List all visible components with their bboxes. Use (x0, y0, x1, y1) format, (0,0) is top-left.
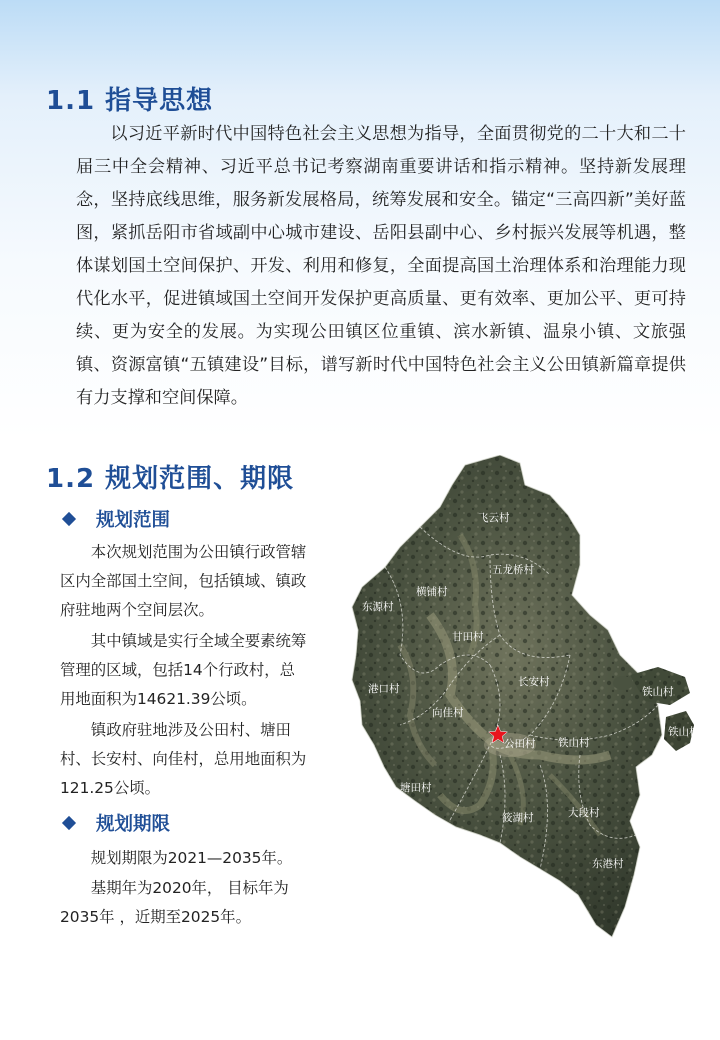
village-label: 横铺村 (416, 586, 448, 598)
village-label: 公田村 (504, 738, 536, 750)
scope-paragraph: 镇政府驻地涉及公田村、塘田村、长安村、向佳村，总用地面积为121.25公顷。 (60, 721, 307, 797)
scope-paragraph: 本次规划范围为公田镇行政管辖区内全部国土空间，包括镇域、镇政府驻地两个空间层次。 (60, 543, 307, 619)
map-svg (340, 455, 720, 955)
guiding-ideology-paragraph: 以习近平新时代中国特色社会主义思想为指导，全面贯彻党的二十大和二十届三中全会精神、习近平总书记考察湖南重要讲话和指示精神。坚持新发展理念，坚持底线思维，服务新发展格局，统筹发展和安全。锚定“三高四新”美好蓝图，紧抓岳阳市省域副中心城市建设、岳阳县副中心、乡村振兴发展等机遇，整体谋划国土空间保护、开发、利用和修复，全面提高国土治理体系和治理能力现代化水平，促进镇域国土空间开发保护更高质量、更有效率、更加公平、更可持续、更为安全的发展。为实现公田镇区位重镇、滨水新镇、温泉小镇、文旅强镇、资源富镇“五镇建设”目标，谱写新时代中国特色社会主义公田镇新篇章提供有力支撑和空间保障。 (76, 124, 686, 408)
village-label: 铁山村 (558, 737, 590, 749)
village-label: 港口村 (368, 683, 400, 695)
period-paragraph: 规划期限为2021—2035年。 (90, 849, 293, 867)
subheading-period (62, 810, 170, 836)
village-label: 五龙桥村 (492, 564, 534, 576)
diamond-bullet-icon (62, 512, 76, 526)
village-label: 塘田村 (400, 782, 432, 794)
diamond-bullet-icon (62, 816, 76, 830)
subheading-scope (62, 506, 170, 532)
scope-paragraph: 其中镇域是实行全域全要素统筹管理的区域，包括14个行政村，总用地面积为14621.39公顷。 (60, 632, 307, 708)
section-title-scope-period: 1.2 规划范围、期限 (46, 464, 295, 494)
township-satellite-map (340, 455, 720, 955)
subheading-period-label: 规划期限 (96, 814, 171, 835)
village-label: 飞云村 (478, 512, 510, 524)
village-label: 东港村 (592, 858, 624, 870)
village-label: 东源村 (362, 601, 394, 613)
village-label: 铁山村 (642, 686, 674, 698)
village-label: 向佳村 (432, 707, 464, 719)
section-title-guiding-ideology: 1.1 指导思想 (46, 86, 214, 116)
period-paragraph: 基期年为2020年， 目标年为2035年 ，近期至2025年。 (60, 879, 289, 926)
subheading-scope-label: 规划范围 (96, 510, 171, 531)
village-label: 筱湖村 (502, 812, 534, 824)
village-label: 甘田村 (452, 631, 484, 643)
village-label: 铁山村 (668, 726, 700, 738)
map-terrain (340, 455, 720, 955)
village-label: 大段村 (568, 807, 600, 819)
village-label: 长安村 (518, 676, 550, 688)
